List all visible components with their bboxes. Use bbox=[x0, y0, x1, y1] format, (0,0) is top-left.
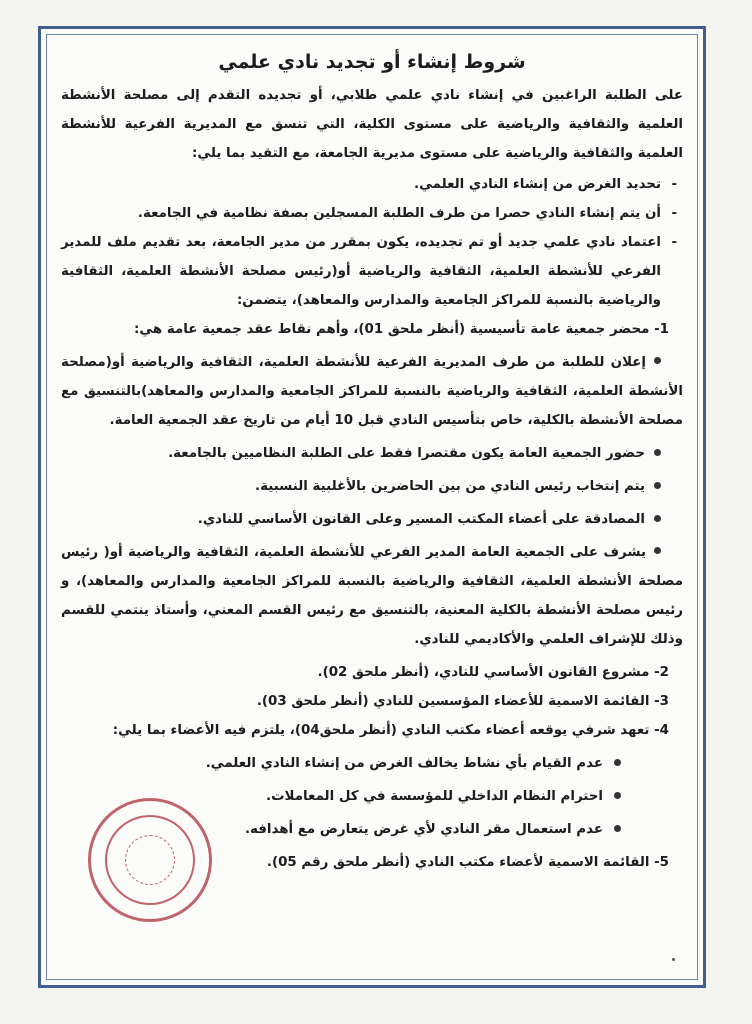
assembly-point-text: يشرف على الجمعية العامة المدير الفرعي للأنشطة العلمية، الثقافية والرياضية أو( رئيس مصلحة الأنشطة العلمية، الثقافية والرياضية بالنسبة للمراكز الجامعية والمدارس والمعاهد)، و رئيس مصلحة الأنشطة بالكلية المعنية، بالتنسيق مع رئيس القسم المعني، وأستاذ ينتمي للقسم وذلك للإشراف العلمي والأكاديمي للنادي. bbox=[61, 545, 683, 647]
numbered-item-1: 1- محضر جمعية عامة تأسيسية (أنظر ملحق 01)، وأهم نقاط عقد جمعية عامة هي: bbox=[133, 322, 669, 337]
bullet-icon bbox=[654, 515, 661, 522]
assembly-point-text: يتم إنتخاب رئيس النادي من بين الحاضرين بالأغلبية النسبية. bbox=[255, 479, 645, 494]
seal-emblem bbox=[125, 835, 175, 885]
condition-item bbox=[61, 170, 677, 199]
numbered-item-2: 2- مشروع القانون الأساسي للنادي، (أنظر ملحق 02). bbox=[317, 665, 669, 680]
assembly-point bbox=[61, 538, 683, 654]
numbered-item-5: 5- القائمة الاسمية لأعضاء مكتب النادي (أنظر ملحق رقم 05). bbox=[266, 855, 669, 870]
bullet-icon bbox=[614, 825, 621, 832]
assembly-point bbox=[61, 348, 683, 435]
pledge-point-text: عدم استعمال مقر النادي لأي غرض يتعارض مع أهدافه. bbox=[244, 822, 603, 837]
general-assembly-points bbox=[61, 348, 683, 654]
bullet-icon bbox=[654, 449, 661, 456]
bullet-icon bbox=[614, 759, 621, 766]
numbered-item-4: 4- تعهد شرفي يوقعه أعضاء مكتب النادي (أنظر ملحق04)، يلتزم فيه الأعضاء بما يلي: bbox=[112, 723, 669, 738]
dash-marker: - bbox=[671, 206, 677, 221]
condition-text: أن يتم إنشاء النادي حصرا من طرف الطلبة المسجلين بصفة نظامية في الجامعة. bbox=[137, 206, 661, 221]
pledge-point-text: احترام النظام الداخلي للمؤسسة في كل المعاملات. bbox=[265, 789, 603, 804]
assembly-point bbox=[61, 439, 683, 468]
intro-paragraph: على الطلبة الراغبين في إنشاء نادي علمي طلابي، أو تجديده التقدم إلى مصلحة الأنشطة العلمية والثقافية والرياضية على مستوى الكلية، التي تنسق مع المديرية الفرعية للأنشطة العلمية والثقافية والرياضية على مستوى مديرية الجامعة، مع التقيد بما يلي: bbox=[61, 88, 683, 161]
bullet-icon bbox=[614, 792, 621, 799]
assembly-point-text: حضور الجمعية العامة يكون مقتصرا فقط على الطلبة النظاميين بالجامعة. bbox=[168, 446, 645, 461]
conditions-list bbox=[61, 170, 683, 315]
bullet-icon bbox=[654, 547, 661, 554]
assembly-point-text: إعلان للطلبة من طرف المديرية الفرعية للأنشطة العلمية، الثقافية والرياضية أو(مصلحة الأنشطة العلمية، الثقافية والرياضية بالنسبة للمراكز الجامعية والمدارس والمعاهد)بالتنسيق مع مصلحة الأنشطة بالكلية، خاص بتأسيس النادي قبل 10 أيام من تاريخ عقد الجمعية العامة. bbox=[61, 355, 683, 428]
dash-marker: - bbox=[671, 235, 677, 250]
bullet-icon bbox=[654, 357, 661, 364]
university-seal-icon bbox=[88, 798, 212, 922]
condition-item bbox=[61, 228, 677, 315]
assembly-point bbox=[61, 472, 683, 501]
pledge-point bbox=[171, 782, 683, 811]
condition-text: اعتماد نادي علمي جديد أو تم تجديده، يكون بمقرر من مدير الجامعة، بعد تقديم ملف للمدير الفرعي للأنشطة العلمية، الثقافية والرياضية أو(رئيس مصلحة الأنشطة العلمية، الثقافية والرياضية بالنسبة للمراكز الجامعية والمدارس والمعاهد)، يتضمن: bbox=[61, 235, 661, 308]
pledge-point-text: عدم القيام بأي نشاط يخالف الغرض من إنشاء النادي العلمي. bbox=[205, 756, 603, 771]
condition-item bbox=[61, 199, 677, 228]
dash-marker: - bbox=[671, 177, 677, 192]
assembly-point-text: المصادقة على أعضاء المكتب المسير وعلى القانون الأساسي للنادي. bbox=[197, 512, 645, 527]
condition-text: تحديد الغرض من إنشاء النادي العلمي. bbox=[414, 177, 661, 192]
numbered-item-3: 3- القائمة الاسمية للأعضاء المؤسسين للنادي (أنظر ملحق 03). bbox=[256, 694, 669, 709]
document-title: شروط إنشاء أو تجديد نادي علمي bbox=[218, 51, 526, 73]
page-marker bbox=[672, 958, 675, 961]
pledge-point bbox=[171, 815, 683, 844]
pledge-point bbox=[171, 749, 683, 778]
document-body bbox=[61, 47, 683, 877]
bullet-icon bbox=[654, 482, 661, 489]
assembly-point bbox=[61, 505, 683, 534]
